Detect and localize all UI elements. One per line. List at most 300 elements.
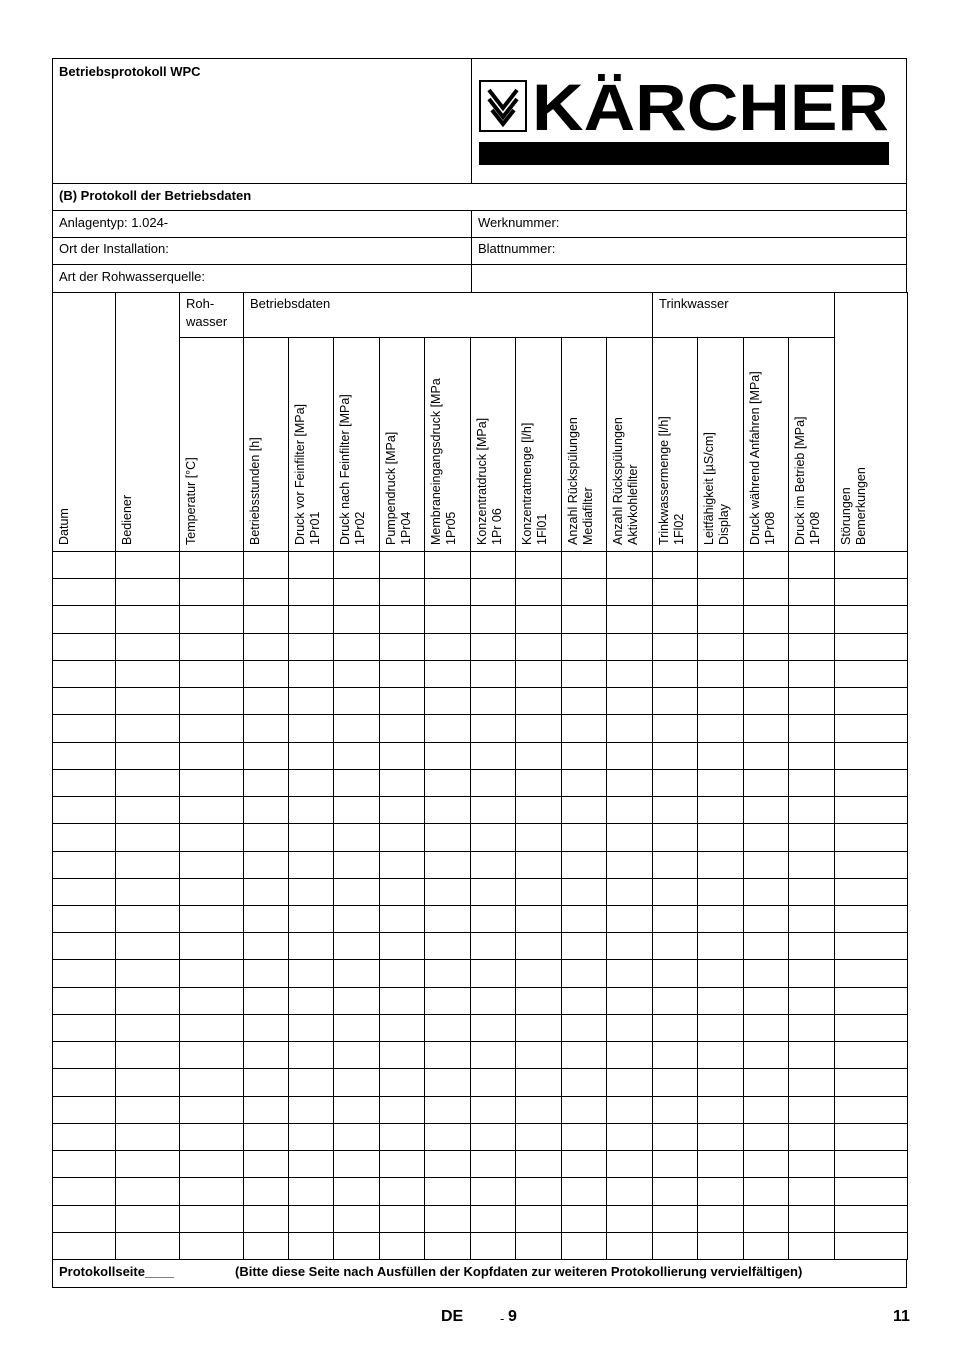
table-cell[interactable]	[288, 987, 334, 1015]
table-cell[interactable]	[333, 551, 380, 579]
table-cell[interactable]	[652, 1150, 698, 1178]
table-cell[interactable]	[606, 605, 653, 633]
table-cell[interactable]	[115, 742, 180, 770]
table-cell[interactable]	[697, 742, 744, 770]
table-cell[interactable]	[115, 1150, 180, 1178]
table-cell[interactable]	[652, 987, 698, 1015]
table-cell[interactable]	[470, 1041, 516, 1069]
table-cell[interactable]	[52, 1041, 116, 1069]
table-cell[interactable]	[652, 551, 698, 579]
table-cell[interactable]	[515, 1232, 562, 1260]
table-cell[interactable]	[243, 578, 289, 606]
table-cell[interactable]	[115, 633, 180, 661]
table-cell[interactable]	[333, 714, 380, 742]
table-cell[interactable]	[115, 987, 180, 1015]
table-cell[interactable]	[52, 1232, 116, 1260]
table-cell[interactable]	[515, 878, 562, 906]
table-cell[interactable]	[288, 714, 334, 742]
table-cell[interactable]	[379, 1150, 425, 1178]
table-cell[interactable]	[788, 878, 835, 906]
table-cell[interactable]	[379, 1041, 425, 1069]
table-cell[interactable]	[697, 769, 744, 797]
table-cell[interactable]	[743, 1014, 789, 1042]
table-cell[interactable]	[243, 633, 289, 661]
table-cell[interactable]	[115, 878, 180, 906]
table-cell[interactable]	[52, 660, 116, 688]
table-cell[interactable]	[743, 905, 789, 933]
table-cell[interactable]	[179, 905, 244, 933]
table-cell[interactable]	[743, 1068, 789, 1096]
table-cell[interactable]	[470, 796, 516, 824]
table-cell[interactable]	[697, 1205, 744, 1233]
table-cell[interactable]	[52, 687, 116, 715]
table-cell[interactable]	[333, 769, 380, 797]
table-cell[interactable]	[470, 551, 516, 579]
table-cell[interactable]	[834, 742, 908, 770]
table-cell[interactable]	[834, 633, 908, 661]
table-cell[interactable]	[788, 851, 835, 879]
table-cell[interactable]	[179, 959, 244, 987]
table-cell[interactable]	[333, 1177, 380, 1205]
table-cell[interactable]	[515, 769, 562, 797]
table-cell[interactable]	[561, 1150, 607, 1178]
table-cell[interactable]	[424, 769, 471, 797]
table-cell[interactable]	[333, 959, 380, 987]
table-cell[interactable]	[52, 823, 116, 851]
table-cell[interactable]	[288, 851, 334, 879]
table-cell[interactable]	[743, 687, 789, 715]
table-cell[interactable]	[834, 660, 908, 688]
table-cell[interactable]	[515, 1177, 562, 1205]
table-cell[interactable]	[470, 1096, 516, 1124]
table-cell[interactable]	[179, 1177, 244, 1205]
table-cell[interactable]	[424, 1096, 471, 1124]
table-cell[interactable]	[179, 605, 244, 633]
table-cell[interactable]	[652, 932, 698, 960]
table-cell[interactable]	[697, 1014, 744, 1042]
table-cell[interactable]	[52, 1177, 116, 1205]
table-cell[interactable]	[606, 1232, 653, 1260]
table-cell[interactable]	[515, 1068, 562, 1096]
table-cell[interactable]	[834, 1150, 908, 1178]
table-cell[interactable]	[115, 796, 180, 824]
table-cell[interactable]	[115, 1205, 180, 1233]
table-cell[interactable]	[834, 1068, 908, 1096]
table-cell[interactable]	[288, 878, 334, 906]
table-cell[interactable]	[424, 959, 471, 987]
table-cell[interactable]	[379, 987, 425, 1015]
table-cell[interactable]	[470, 1014, 516, 1042]
table-cell[interactable]	[333, 578, 380, 606]
table-cell[interactable]	[515, 1123, 562, 1151]
table-cell[interactable]	[834, 1177, 908, 1205]
table-cell[interactable]	[834, 987, 908, 1015]
table-cell[interactable]	[788, 1123, 835, 1151]
table-cell[interactable]	[379, 1205, 425, 1233]
table-cell[interactable]	[52, 578, 116, 606]
table-cell[interactable]	[470, 1068, 516, 1096]
table-cell[interactable]	[743, 851, 789, 879]
table-cell[interactable]	[179, 987, 244, 1015]
table-cell[interactable]	[179, 578, 244, 606]
table-cell[interactable]	[561, 1068, 607, 1096]
table-cell[interactable]	[115, 823, 180, 851]
table-cell[interactable]	[561, 1205, 607, 1233]
table-cell[interactable]	[834, 578, 908, 606]
table-cell[interactable]	[179, 1096, 244, 1124]
table-cell[interactable]	[179, 878, 244, 906]
table-cell[interactable]	[288, 1041, 334, 1069]
table-cell[interactable]	[333, 1205, 380, 1233]
table-cell[interactable]	[379, 578, 425, 606]
table-cell[interactable]	[606, 660, 653, 688]
table-cell[interactable]	[561, 660, 607, 688]
table-cell[interactable]	[743, 1232, 789, 1260]
table-cell[interactable]	[52, 878, 116, 906]
table-cell[interactable]	[470, 878, 516, 906]
table-cell[interactable]	[697, 687, 744, 715]
table-cell[interactable]	[243, 1041, 289, 1069]
table-cell[interactable]	[52, 605, 116, 633]
table-cell[interactable]	[788, 823, 835, 851]
table-cell[interactable]	[788, 714, 835, 742]
table-cell[interactable]	[743, 987, 789, 1015]
table-cell[interactable]	[743, 1150, 789, 1178]
blattnummer-field[interactable]	[471, 237, 907, 265]
table-cell[interactable]	[788, 1177, 835, 1205]
table-cell[interactable]	[470, 1177, 516, 1205]
table-cell[interactable]	[424, 1177, 471, 1205]
table-cell[interactable]	[424, 1041, 471, 1069]
table-cell[interactable]	[115, 1123, 180, 1151]
table-cell[interactable]	[788, 905, 835, 933]
table-cell[interactable]	[470, 1205, 516, 1233]
table-cell[interactable]	[515, 905, 562, 933]
table-cell[interactable]	[379, 1123, 425, 1151]
table-cell[interactable]	[424, 714, 471, 742]
table-cell[interactable]	[697, 878, 744, 906]
table-cell[interactable]	[243, 796, 289, 824]
table-cell[interactable]	[333, 851, 380, 879]
table-cell[interactable]	[52, 714, 116, 742]
table-cell[interactable]	[379, 660, 425, 688]
table-cell[interactable]	[561, 796, 607, 824]
table-cell[interactable]	[115, 578, 180, 606]
table-cell[interactable]	[179, 1041, 244, 1069]
table-cell[interactable]	[606, 905, 653, 933]
table-cell[interactable]	[288, 769, 334, 797]
table-cell[interactable]	[606, 578, 653, 606]
table-cell[interactable]	[115, 605, 180, 633]
table-cell[interactable]	[788, 1232, 835, 1260]
table-cell[interactable]	[743, 878, 789, 906]
table-cell[interactable]	[243, 987, 289, 1015]
table-cell[interactable]	[561, 932, 607, 960]
table-cell[interactable]	[424, 687, 471, 715]
table-cell[interactable]	[788, 796, 835, 824]
table-cell[interactable]	[515, 823, 562, 851]
table-cell[interactable]	[288, 932, 334, 960]
table-cell[interactable]	[379, 1096, 425, 1124]
table-cell[interactable]	[333, 905, 380, 933]
table-cell[interactable]	[834, 823, 908, 851]
table-cell[interactable]	[743, 1123, 789, 1151]
table-cell[interactable]	[561, 578, 607, 606]
table-cell[interactable]	[179, 932, 244, 960]
table-cell[interactable]	[606, 742, 653, 770]
table-cell[interactable]	[333, 1068, 380, 1096]
table-cell[interactable]	[333, 1096, 380, 1124]
table-cell[interactable]	[470, 932, 516, 960]
table-cell[interactable]	[561, 987, 607, 1015]
table-cell[interactable]	[834, 714, 908, 742]
table-cell[interactable]	[115, 1068, 180, 1096]
table-cell[interactable]	[52, 551, 116, 579]
table-cell[interactable]	[606, 633, 653, 661]
table-cell[interactable]	[515, 687, 562, 715]
table-cell[interactable]	[515, 851, 562, 879]
table-cell[interactable]	[179, 796, 244, 824]
table-cell[interactable]	[179, 714, 244, 742]
table-cell[interactable]	[652, 687, 698, 715]
table-cell[interactable]	[606, 687, 653, 715]
table-cell[interactable]	[652, 714, 698, 742]
table-cell[interactable]	[652, 1096, 698, 1124]
table-cell[interactable]	[52, 1068, 116, 1096]
table-cell[interactable]	[834, 959, 908, 987]
table-cell[interactable]	[243, 660, 289, 688]
table-cell[interactable]	[470, 959, 516, 987]
table-cell[interactable]	[515, 742, 562, 770]
table-cell[interactable]	[333, 687, 380, 715]
table-cell[interactable]	[288, 742, 334, 770]
table-cell[interactable]	[697, 714, 744, 742]
table-cell[interactable]	[515, 959, 562, 987]
table-cell[interactable]	[652, 959, 698, 987]
table-cell[interactable]	[606, 851, 653, 879]
table-cell[interactable]	[470, 660, 516, 688]
table-cell[interactable]	[743, 823, 789, 851]
table-cell[interactable]	[115, 714, 180, 742]
rohwasserquelle-field[interactable]	[52, 264, 472, 293]
table-cell[interactable]	[333, 660, 380, 688]
table-cell[interactable]	[115, 905, 180, 933]
table-cell[interactable]	[424, 551, 471, 579]
table-cell[interactable]	[52, 905, 116, 933]
table-cell[interactable]	[788, 769, 835, 797]
table-cell[interactable]	[288, 687, 334, 715]
table-cell[interactable]	[561, 1041, 607, 1069]
table-cell[interactable]	[179, 851, 244, 879]
table-cell[interactable]	[52, 959, 116, 987]
table-cell[interactable]	[52, 1123, 116, 1151]
table-cell[interactable]	[561, 905, 607, 933]
table-cell[interactable]	[561, 714, 607, 742]
table-cell[interactable]	[652, 633, 698, 661]
table-cell[interactable]	[52, 633, 116, 661]
table-cell[interactable]	[243, 551, 289, 579]
table-cell[interactable]	[743, 1041, 789, 1069]
table-cell[interactable]	[424, 1123, 471, 1151]
table-cell[interactable]	[697, 796, 744, 824]
table-cell[interactable]	[179, 1150, 244, 1178]
table-cell[interactable]	[379, 932, 425, 960]
table-cell[interactable]	[379, 1177, 425, 1205]
table-cell[interactable]	[379, 714, 425, 742]
table-cell[interactable]	[288, 1177, 334, 1205]
table-cell[interactable]	[115, 851, 180, 879]
table-cell[interactable]	[243, 1096, 289, 1124]
table-cell[interactable]	[243, 823, 289, 851]
table-cell[interactable]	[179, 660, 244, 688]
table-cell[interactable]	[606, 769, 653, 797]
table-cell[interactable]	[743, 1177, 789, 1205]
table-cell[interactable]	[288, 1068, 334, 1096]
table-cell[interactable]	[333, 1232, 380, 1260]
table-cell[interactable]	[179, 1232, 244, 1260]
table-cell[interactable]	[697, 1177, 744, 1205]
table-cell[interactable]	[179, 769, 244, 797]
table-cell[interactable]	[561, 551, 607, 579]
table-cell[interactable]	[470, 851, 516, 879]
table-cell[interactable]	[652, 878, 698, 906]
table-cell[interactable]	[515, 1041, 562, 1069]
table-cell[interactable]	[834, 796, 908, 824]
table-cell[interactable]	[333, 932, 380, 960]
table-cell[interactable]	[52, 1014, 116, 1042]
table-cell[interactable]	[179, 823, 244, 851]
table-cell[interactable]	[788, 1150, 835, 1178]
table-cell[interactable]	[379, 687, 425, 715]
table-cell[interactable]	[834, 1096, 908, 1124]
table-cell[interactable]	[424, 851, 471, 879]
table-cell[interactable]	[515, 578, 562, 606]
table-cell[interactable]	[379, 959, 425, 987]
table-cell[interactable]	[333, 1041, 380, 1069]
table-cell[interactable]	[834, 1232, 908, 1260]
table-cell[interactable]	[561, 742, 607, 770]
table-cell[interactable]	[834, 878, 908, 906]
table-cell[interactable]	[288, 959, 334, 987]
table-cell[interactable]	[333, 1150, 380, 1178]
table-cell[interactable]	[379, 1232, 425, 1260]
table-cell[interactable]	[743, 742, 789, 770]
table-cell[interactable]	[115, 769, 180, 797]
table-cell[interactable]	[424, 1014, 471, 1042]
table-cell[interactable]	[179, 1014, 244, 1042]
table-cell[interactable]	[424, 878, 471, 906]
table-cell[interactable]	[788, 959, 835, 987]
table-cell[interactable]	[115, 1177, 180, 1205]
table-cell[interactable]	[652, 1014, 698, 1042]
anlagentyp-field[interactable]	[52, 210, 472, 238]
table-cell[interactable]	[470, 605, 516, 633]
table-cell[interactable]	[834, 1205, 908, 1233]
table-cell[interactable]	[470, 905, 516, 933]
table-cell[interactable]	[743, 633, 789, 661]
table-cell[interactable]	[652, 823, 698, 851]
table-cell[interactable]	[788, 932, 835, 960]
table-cell[interactable]	[243, 769, 289, 797]
table-cell[interactable]	[379, 633, 425, 661]
table-cell[interactable]	[652, 796, 698, 824]
ort-field[interactable]	[52, 237, 472, 265]
table-cell[interactable]	[606, 1205, 653, 1233]
table-cell[interactable]	[743, 932, 789, 960]
table-cell[interactable]	[243, 878, 289, 906]
table-cell[interactable]	[697, 605, 744, 633]
table-cell[interactable]	[788, 605, 835, 633]
table-cell[interactable]	[333, 987, 380, 1015]
table-cell[interactable]	[179, 633, 244, 661]
table-cell[interactable]	[470, 1232, 516, 1260]
table-cell[interactable]	[515, 1205, 562, 1233]
table-cell[interactable]	[470, 769, 516, 797]
table-cell[interactable]	[179, 1068, 244, 1096]
table-cell[interactable]	[115, 687, 180, 715]
table-cell[interactable]	[243, 905, 289, 933]
table-cell[interactable]	[515, 551, 562, 579]
table-cell[interactable]	[243, 1068, 289, 1096]
table-cell[interactable]	[652, 660, 698, 688]
table-cell[interactable]	[788, 1014, 835, 1042]
table-cell[interactable]	[834, 1041, 908, 1069]
table-cell[interactable]	[743, 714, 789, 742]
table-cell[interactable]	[288, 905, 334, 933]
table-cell[interactable]	[52, 1150, 116, 1178]
table-cell[interactable]	[743, 660, 789, 688]
table-cell[interactable]	[115, 1232, 180, 1260]
table-cell[interactable]	[561, 1177, 607, 1205]
table-cell[interactable]	[788, 660, 835, 688]
table-cell[interactable]	[288, 1096, 334, 1124]
table-cell[interactable]	[561, 769, 607, 797]
table-cell[interactable]	[606, 551, 653, 579]
table-cell[interactable]	[379, 851, 425, 879]
table-cell[interactable]	[606, 1096, 653, 1124]
table-cell[interactable]	[561, 823, 607, 851]
table-cell[interactable]	[788, 1205, 835, 1233]
table-cell[interactable]	[243, 1177, 289, 1205]
table-cell[interactable]	[697, 1232, 744, 1260]
table-cell[interactable]	[652, 851, 698, 879]
table-cell[interactable]	[470, 578, 516, 606]
table-cell[interactable]	[652, 742, 698, 770]
table-cell[interactable]	[379, 551, 425, 579]
table-cell[interactable]	[379, 769, 425, 797]
table-cell[interactable]	[52, 851, 116, 879]
table-cell[interactable]	[288, 823, 334, 851]
table-cell[interactable]	[697, 1068, 744, 1096]
table-cell[interactable]	[470, 823, 516, 851]
table-cell[interactable]	[243, 851, 289, 879]
table-cell[interactable]	[52, 769, 116, 797]
table-cell[interactable]	[424, 1232, 471, 1260]
table-cell[interactable]	[652, 1068, 698, 1096]
table-cell[interactable]	[606, 1150, 653, 1178]
table-cell[interactable]	[561, 633, 607, 661]
table-cell[interactable]	[561, 851, 607, 879]
table-cell[interactable]	[561, 1123, 607, 1151]
table-cell[interactable]	[243, 1205, 289, 1233]
table-cell[interactable]	[179, 1205, 244, 1233]
table-cell[interactable]	[243, 1123, 289, 1151]
table-cell[interactable]	[697, 633, 744, 661]
table-cell[interactable]	[424, 605, 471, 633]
table-cell[interactable]	[515, 1096, 562, 1124]
table-cell[interactable]	[179, 1123, 244, 1151]
table-cell[interactable]	[424, 823, 471, 851]
